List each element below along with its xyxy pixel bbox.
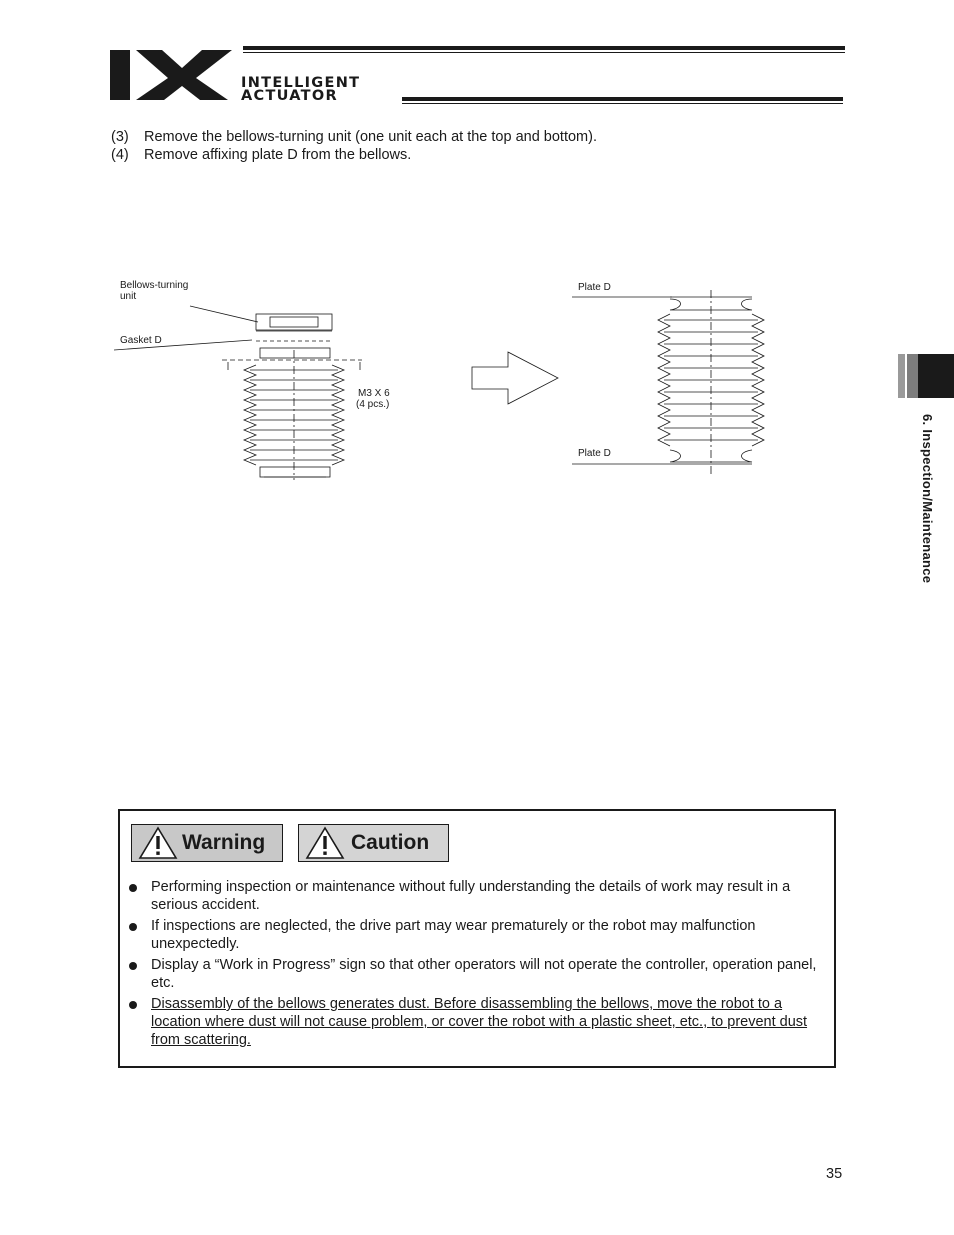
bellows-left: [244, 350, 344, 480]
bellows-diagram: [110, 270, 790, 490]
step-text: Remove the bellows-turning unit (one unit each at the top and bottom).: [144, 129, 597, 145]
bullet-dot-icon: [129, 1001, 137, 1009]
step-number: (4): [111, 147, 129, 163]
label-line: unit: [120, 291, 137, 302]
caution-label: Caution: [351, 831, 430, 854]
label-line: Bellows-turning: [120, 280, 189, 291]
step-4: [111, 146, 597, 164]
header: [0, 0, 954, 110]
list-item: [128, 878, 828, 914]
bullet-dot-icon: [129, 884, 137, 892]
exclamation-triangle-icon: [138, 826, 178, 860]
header-rule-top: [243, 46, 845, 50]
bullet-text: Display a “Work in Progress” sign so that other operators will not operate the controller, operation panel, etc.: [151, 957, 817, 991]
chapter-tab-label: 6. Inspection/Maintenance: [920, 414, 935, 584]
label-screws: M3 X 6: [358, 388, 390, 399]
label-plate-d-bottom: Plate D: [578, 448, 611, 459]
turning-unit-part: [256, 314, 332, 330]
step-text: Remove affixing plate D from the bellows.: [144, 147, 412, 163]
chapter-tab-stripes: [898, 354, 918, 398]
leader-line: [114, 340, 252, 350]
header-rule-bottom: [402, 97, 843, 101]
step-3: [111, 128, 597, 146]
logo-line-intelligent: INTELLIGENT: [241, 75, 361, 91]
diagram-drawing: [110, 270, 790, 490]
bullet-text: Performing inspection or maintenance without fully understanding the details of work may result in a serious accident.: [151, 879, 791, 913]
right-arrow-icon: [472, 352, 558, 404]
bullet-text: If inspections are neglected, the drive part may wear prematurely or the robot may malfunction unexpectedly.: [151, 918, 756, 952]
warning-badge: [131, 824, 283, 862]
step-number: (3): [111, 129, 129, 145]
label-gasket-d: Gasket D: [120, 335, 162, 346]
list-item: [128, 995, 828, 1049]
header-rule-top-thin: [243, 52, 845, 53]
exclamation-triangle-icon: [305, 826, 345, 860]
bellows-right: [572, 290, 764, 475]
logo-line-actuator: ACTUATOR: [241, 88, 338, 104]
safety-bullet-list: [128, 878, 828, 1052]
bullet-dot-icon: [129, 923, 137, 931]
procedure-steps: [111, 128, 597, 164]
warning-label: Warning: [182, 831, 266, 854]
header-rule-bottom-thin: [402, 103, 843, 104]
list-item: [128, 917, 828, 953]
ix-logo-icon: [110, 46, 235, 102]
bullet-dot-icon: [129, 962, 137, 970]
label-screws-count: (4 pcs.): [356, 399, 390, 410]
chapter-tab-block: [918, 354, 954, 398]
label-plate-d-top: Plate D: [578, 282, 611, 293]
leader-line: [190, 306, 258, 322]
caution-badge: [298, 824, 449, 862]
page-number: 35: [826, 1166, 843, 1182]
bullet-text: Disassembly of the bellows generates dust. Before disassembling the bellows, move the robot to a location where dust will not cause problem, or cover the robot with a plastic sheet, etc., to prevent dust from scattering.: [151, 996, 808, 1048]
list-item: [128, 956, 828, 992]
